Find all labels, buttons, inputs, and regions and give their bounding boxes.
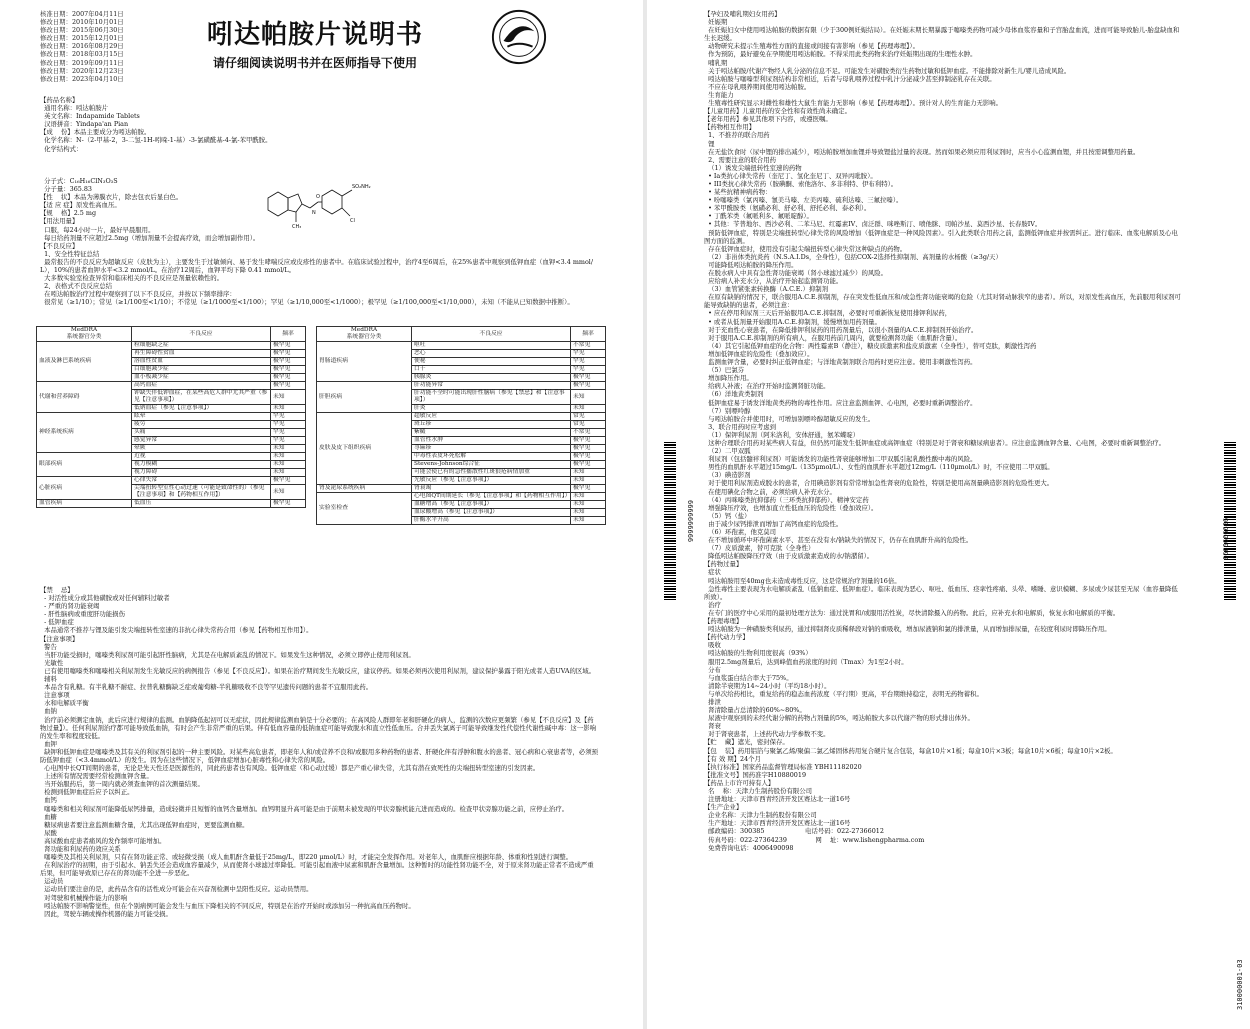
- adr-frequency-cell: 未知: [271, 390, 306, 405]
- adr-reaction-cell: 低血压: [132, 500, 271, 508]
- adr-reaction-cell: Stevens-Johnson综合征: [412, 461, 571, 469]
- adr-frequency-cell: 未知: [571, 493, 606, 501]
- adr-reaction-cell: 血小板减少症: [132, 374, 271, 382]
- otc-green-seal-icon: [490, 8, 548, 66]
- leaflet-right-column: 【孕妇及哺乳期妇女用药】 妊娠期 在妊娠妇女中使用吲达帕胺的数据有限（少于300例妊娠结局）。在妊娠末期长期暴露于噻嗪类药物可减少母体血浆容量和子宫胎盘血流，进而可能导致胎儿-胎盘缺血和生长迟缓。 动物研究未提示生殖毒性方面的直接或间接有害影响（参见【药理毒理】）。 作为预防，最好避免在孕期使用吲达帕胺。不得采用此类药物来治疗妊娠期出现的生理性水肿。 哺乳期 关于吲达帕胺/代谢产物经人乳分泌的信息不足。可能发生对磺胺类衍生药物过敏和低钾血症。不能排除对新生儿/婴儿造成风险。 吲达帕胺与噻嗪型利尿剂结构非常相近，后者与母乳喂养过程中乳汁分泌减少甚至抑制泌乳存在关联。 不应在母乳喂养期间使用吲达帕胺。 生育能力 生殖毒性研究显示对雌性和雄性大鼠生育能力无影响（参见【药理毒理】）。预计对人的生育能力无影响。 【儿童用药】儿童用药的安全性和有效性尚未确定。 【老年用药】参见其他项下内容，或遵医嘱。 【药物相互作用】 1、不推荐的联合用药 锂 在无盐饮食时（尿中锂的排出减少），吲达帕胺增加血锂并导致锂盐过量的表现。然而如果必须应用利尿剂时，应当小心监测血锂，并且按需调整用药量。 2、需要注意的联合用药 （1）诱发尖端扭转性室速的药物 • Ia类抗心律失常药（奎尼丁、氢化奎尼丁、双异丙吡胺）。 • III类抗心律失常药（胺碘酮、索他洛尔、多非利特、伊布利特）。 • 某些抗精神病药物： • 吩噻嗪类（氯丙嗪、氰美马嗪、左美丙嗪、硫利达嗪、三氟拉嗪）。 • 苯甲酰胺类（氨磺必利、舒必利、舒托必利、泰必利）。 • 丁酰苯类（氟哌利多、氟哌啶醇）。 • 其他：苄普地尔、西沙必利、二苯马尼、红霉素IV、卤泛群、咪唑斯汀、喷他脒、司帕沙星、莫西沙星、长春胺IV。 预防低钾血症，特别是尖端扭转型心律失常的风险增加（低钾血症是一种风险因素）。引入此类联合用药之前，监测低钾血症并按需纠正。进行临床、血浆电解质及心电图方面的监测。 存在低钾血症时，使用没有引起尖端扭转型心律失常这种缺点的药物。 （2）非甾体类抗炎药（N.S.A.I.Ds，全身性），包括COX-2选择性抑制剂、高剂量的水杨酸（≥3g/天） 可能降低吲达帕胺的降压作用。 在脱水病人中具有急性肾功能衰竭（肾小球滤过减少）的风险。 应给病人补充水分，从治疗开始起监测肾功能。 （3）血管紧张素转换酶（A.C.E.）抑制剂 在原有缺钠的情况下，联合服用A.C.E.抑制剂，存在突发性低血压和/或急性肾功能衰竭的危险（尤其对肾动脉狭窄的患者）。所以，对原发性高血压，先前服用利尿剂可能导致缺钠的患者，必须注意： • 应在停用利尿剂三天后开始服用A.C.E.抑制剂，必要时可重新恢复使用排钾利尿药， • 或者从低剂量开始服用A.C.E.抑制剂，缓慢增加用药剂量。 对于充血性心衰患者，在降低排钾利尿药的用药剂量后，以很小剂量的A.C.E.抑制剂开始治疗。 对于服用A.C.E.抑制剂的所有病人，在服用药前几周内，就要检测肾功能（血肌酐含量）。 （4）其它引起低钾血症的化合物：两性霉素B（静注），糖皮质激素和盐皮质激素（全身性），替可克肽，刺激性泻药 增加低钾血症的危险性（叠加效应）。 监测血钾含量，必要时纠正低钾血症；与洋地黄制剂联合用药时更应注意。使用非刺激性泻药。 （5）巴氯芬 增加降压作用。 给病人补液；在治疗开始时监测肾脏功能。 （6）洋地黄类制剂 低钾血症易于诱发洋地黄类药物的毒性作用。应注意监测血钾、心电图，必要时重新调整治疗。 （7）别嘌呤醇 与吲达帕胺合并使用时，可增加别嘌呤醇超敏反应的发生。 3、联合用药时应考虑到 （1）保钾利尿剂（阿米洛利，安体舒通，氨苯蝶啶） 这种合理联合用药对某些病人有益，但仍然可能发生低钾血症或高钾血症（特别是对于肾衰和糖尿病患者）。应注意监测血钾含量、心电图，必要时重新调整治疗。 （2）二甲双胍 利尿剂（包括髓袢利尿剂）可能诱发的功能性肾衰能够增加二甲双胍引起乳酸性酸中毒的风险。 男性的血肌酐水平超过15mg/L（135µmol/L）、女性的血肌酐水平超过12mg/L（110µmol/L）时，不应使用二甲双胍。 （3）碘造影剂 对于使用利尿剂造成脱水的患者，合用碘造影剂有常常增加急性肾衰的危险性，特别是使用高剂量碘造影剂的危险性更大。 在使用碘化合物之前，必须给病人补充水分。 （4）丙咪嗪类抗抑郁药（三环类抗抑郁药）、精神安定药 增强降压疗效，也增加直立性低血压的危险性（叠加效应）。 （5）钙（盐） 由于减少尿钙排泄而增加了高钙血症的危险性。 （6）环孢素，他克莫司 在不增加循环中环孢菌素水平、甚至在没有水/钠缺失的情况下，仍存在血肌酐升高的危险性。 （7）皮质激素，替可克肽（全身性） 降低吲达帕胺降压疗效（由于皮质激素造成的水/钠潴留）。 【药物过量】 症状 吲达帕胺用至40mg也未造成毒性反应，这是常规治疗剂量的16倍。 急性毒性主要表现为水电解质紊乱（低钠血症、低钾血症）。临床表现为恶心、呕吐、低血压、痉挛性疼痛、头晕、嗜睡、意识模糊、多尿或少尿甚至无尿（血容量降低所致）。 治疗 在专门的医疗中心采用的最初处理方法为：通过洗胃和/或服用活性炭，尽快清除摄入的药物。此后，应补充水和电解质，恢复水和电解质的平衡。 【药理毒理】 吲达帕胺为一种磺胺类利尿药，通过抑制肾皮质稀释段对钠的重吸收，增加尿液钠和氯的排泄量，从而增加排尿量，在较度利尿时即降压作用。 【药代动力学】 吸收 吲达帕胺的生物利用度很高（93%） 服用2.5mg剂量后，达到峰值血药浓度的时间（Tmax）为1至2小时。 分布 与血浆蛋白结合率大于75%。 清除半衰期为14~24小时（平均18小时）。 与单次给药相比，重复给药的稳态血药浓度（平行期）更高，平台期维持稳定，表明无药物蓄积。 排泄 肾清除量占总清除的60%~80%。 尿液中观察到的未经代谢分解的药物占剂量的5%，吲达帕胺大多以代谢产物的形式排出体外。 肾衰 对于肾衰患者，上述药代动力学参数不变。 【贮 藏】遮光，密封保存。 【包 装】药用铝箔与聚氯乙烯/聚偏二氯乙烯固体药用复合硬片复合包装，每盒10片×1板；每盒10片×3板；每盒10片×6板；每盒10片×2板。 【有 效 期】24个月 【执行标准】国家药品监督管理局标准 YBH11182020 【批准文号】国药准字H10880019 【药品上市许可持有人】 名 称：天津力生制药股份有限公司 注册地址：天津市西青经济开发区赛达北一道16号 【生产企业】 企业名称：天津力生制药股份有限公司 生产地址：天津市西青经济开发区赛达北一道16号 邮政编码：300385 电话号码：022-27366012 传真号码：022-27364239 网 址：www.lishengpharma.com 免费咨询电话：4006490098: [704, 10, 1181, 852]
- adr-reaction-cell: 中毒性表皮坏死松解: [412, 453, 571, 461]
- barcode-number-left: 6666666666: [686, 500, 694, 543]
- table-row: [37, 453, 306, 461]
- adr-frequency-cell: 未知: [271, 405, 306, 413]
- adr-soc-cell: 肝胆疾病: [317, 382, 412, 413]
- adr-frequency-cell: 未知: [271, 469, 306, 477]
- adr-table-right: [316, 326, 606, 525]
- adr-header-reaction: 不良反应: [412, 327, 571, 342]
- adr-reaction-cell: 心律失常: [132, 477, 271, 485]
- adr-reaction-cell: 肾衰竭: [412, 485, 571, 493]
- adr-frequency-cell: 未知: [571, 509, 606, 517]
- adr-table-left: [36, 326, 306, 508]
- adr-soc-cell: 胃肠道疾病: [317, 342, 412, 382]
- adr-frequency-cell: 未知: [571, 517, 606, 525]
- adr-frequency-cell: 常见: [571, 413, 606, 421]
- svg-text:N: N: [312, 210, 316, 216]
- adr-reaction-cell: 溶血性贫血: [132, 358, 271, 366]
- adr-reaction-cell: 疲劳: [132, 421, 271, 429]
- table-row: [37, 342, 306, 350]
- table-row: [37, 382, 306, 390]
- adr-frequency-cell: 极罕见: [271, 366, 306, 374]
- adr-reaction-cell: 头痛: [132, 429, 271, 437]
- adr-soc-cell: 神经系统疾病: [37, 413, 132, 453]
- adr-reaction-cell: 血糖增高（参见【注意事项】）: [412, 501, 571, 509]
- adr-reaction-cell: 斑丘疹: [412, 421, 571, 429]
- adr-reaction-cell: 晕厥: [132, 445, 271, 453]
- page-divider: [643, 0, 647, 1029]
- adr-reaction-cell: 近视: [132, 453, 271, 461]
- adr-frequency-cell: 未知: [271, 461, 306, 469]
- adr-frequency-cell: 极罕见: [571, 453, 606, 461]
- adr-reaction-cell: 紫癜: [412, 429, 571, 437]
- adr-soc-cell: 血液及淋巴系统疾病: [37, 342, 132, 382]
- leaflet-section-bottom: 【禁 忌】 - 对活性成分或其他磺胺或对任何辅料过敏者 - 严重的肾功能衰竭 - 肝性脑病或重度肝功能损伤 - 低钾血症 本品通常不推荐与锂及能引发尖端扭转性室速的非抗心律失常药合用（参见【药物相互作用】）。 【注意事项】 警告 当肝功能受损时，噻嗪类利尿剂可能引起肝性脑病，尤其是在电解质紊乱的情况下。如果发生这种情况，必须立即停止使用利尿剂。 光敏性 已有使用噻嗪类和噻嗪相关利尿剂发生光敏反应的病例报告（参见【不良反应】）。如果在治疗期间发生光敏反应，建议停药。如果必须再次使用利尿剂，建议保护暴露于阳光或者人造UVA的区域。 辅料 本品含有乳糖。有半乳糖不耐症、拉普乳糖酶缺乏症或葡萄糖-半乳糖吸收不良等罕见遗传问题的患者不宜服用此药。 注意事项 水和电解质平衡 血钠 治疗前必须测定血钠，此后应进行规律的监测。血钠降低起初可以无症状，因此规律监测血钠是十分必要的；在高风险人群即年老和肝硬化的病人，监测的次数应更频繁（参见【不良反应】及【药物过量】）。任何利尿剂治疗都可能导致低血钠，有时会产生非常严重的后果。伴有低血容量的低钠血症可能导致脱水和直立性低血压。合并丢失氯离子可能导致继发性代偿性代谢性碱中毒：这一影响的发生率和程度较低。 血钾 缺钾和低钾血症是噻嗪类及其有关的利尿剂引起的一种主要风险。对某些高危患者，即老年人和/或营养不良和/或服用多种药物的患者、肝硬化伴有浮肿和腹水的患者、冠心病和心衰患者等，必须预防低钾血症（<3.4mmol/L）的发生。因为在这些情况下，低钾血症增加心脏毒性和心律失常的风险。 心电图中长QT间期的患者，无论是先天性还是医源性的，同此药患者也有风险。低钾血症（和心动过缓）都是产重心律失常，尤其有潜在致死性的尖端扭转型室速的引发因素。 上述所有情况需要经常检测血钾含量。 当开始服药后，第一周内就必须查血钾的首次测量结果。 检测到低钾血症后应予以纠正。 血钙 噻嗪类和相关利尿剂可能降低尿钙排量，造成轻微并且短暂的血钙含量增加。血钙明显升高可能是由于前期未被发现的甲状旁腺机能亢进而造成的。检查甲状旁腺功能之前，应停止治疗。 血糖 糖尿病患者要注意监测血糖含量，尤其出现低钾血症时，更要监测血糖。 尿酸 高尿酸血症患者痛风的发作频率可能增加。 肾功能和利尿药的效应关系 噻嗪类及其相关利尿剂，只有在肾功能正常、或轻微受损（成人血肌酐含量低于25mg/L，即220 µmol/L）时，才能完全发挥作用。对老年人，血肌酐应根据年龄、体重和性别进行调整。 在利尿治疗的初期，由于引起水、钠丢失还会造成血容量减少，从而使肾小球滤过率降低。可能引起血液中尿素和肌酐含量增加。这种暂时的功能性肾功能不全，对于原来肾功能正常者不造成严重后果，但可能导致原已存在的肾功能不全进一步恶化。 运动员 运动员们要注意的是，此药品含有的活性成分可能会在兴奋剂检测中呈阳性反应。运动员禁用。 对驾驶和机械操作能力的影响 吲达帕胺不影响警觉性，但在个别病例可能会发生与血压下降相关的不同反应，特别是在治疗开始时或添加另一种抗高血压药物时。 因此，驾驶车辆或操作机器的能力可能受损。: [40, 586, 598, 918]
- table-row: [37, 500, 306, 508]
- adr-frequency-cell: 未知: [271, 445, 306, 453]
- adr-soc-cell: 代谢和营养障碍: [37, 382, 132, 413]
- document-code: 310000001-03: [1236, 959, 1244, 1010]
- barcode-number-right: 6666666666: [1222, 517, 1230, 560]
- svg-text:SO₂NH₂: SO₂NH₂: [352, 184, 371, 190]
- adr-header-soc: MedDRA 系统器官分类: [317, 327, 412, 342]
- adr-frequency-cell: 未知: [571, 469, 606, 477]
- adr-soc-cell: 实验室检查: [317, 493, 412, 525]
- adr-reaction-cell: 血尿酸增高（参见【注意事项】）: [412, 509, 571, 517]
- adr-reaction-cell: 心电图QT间期延长（参见【注意事项】和【药物相互作用】）: [412, 493, 571, 501]
- approval-revision-dates: 核准日期：2007年04月11日 修改日期：2010年10月01日 修改日期：2015年06月30日 修改日期：2015年12月01日 修改日期：2016年08月29日 修改日期：2018年03月15日 修改日期：2019年09月11日 修改日期：2020年12月23日 修改日期：2023年04月10日: [40, 10, 124, 83]
- adr-reaction-cell: 肝功能不全时可能出现肝性脑病（参见【禁忌】和【注意事项】）: [412, 390, 571, 405]
- adr-reaction-cell: 钾缺失伴低钾血症，在某些高危人群中尤其严重（参见【注意事项】）: [132, 390, 271, 405]
- adr-reaction-cell: 光敏反应（参见【注意事项】）: [412, 477, 571, 485]
- adr-frequency-cell: 极罕见: [571, 445, 606, 453]
- adr-header-frequency: 频率: [271, 327, 306, 342]
- adr-frequency-cell: 未知: [571, 501, 606, 509]
- table-row: [317, 382, 606, 390]
- adr-frequency-cell: 极罕见: [271, 500, 306, 508]
- adr-frequency-cell: 极罕见: [271, 374, 306, 382]
- adr-reaction-cell: 肝功能异常: [412, 382, 571, 390]
- adr-reaction-cell: 眩晕: [132, 413, 271, 421]
- adr-frequency-cell: 罕见: [571, 350, 606, 358]
- adr-reaction-cell: 感觉异常: [132, 437, 271, 445]
- table-row: [317, 342, 606, 350]
- table-row: [37, 477, 306, 485]
- adr-soc-cell: 皮肤及皮下组织疾病: [317, 413, 412, 485]
- adr-frequency-cell: 极罕见: [271, 358, 306, 366]
- adr-reaction-cell: 呕吐: [412, 342, 571, 350]
- adr-frequency-cell: 未知: [571, 390, 606, 405]
- adr-reaction-cell: 高钙血症: [132, 382, 271, 390]
- adr-header-soc: MedDRA 系统器官分类: [37, 327, 132, 342]
- adr-soc-cell: 眼部疾病: [37, 453, 132, 477]
- adr-frequency-cell: 极罕见: [571, 382, 606, 390]
- chemical-structure-image: [260, 172, 380, 232]
- adr-reaction-cell: 视力模糊: [132, 461, 271, 469]
- adr-frequency-cell: 极罕见: [571, 374, 606, 382]
- adr-frequency-cell: 常见: [571, 421, 606, 429]
- svg-text:O: O: [316, 194, 320, 200]
- svg-text:CH₃: CH₃: [292, 224, 302, 230]
- adr-reaction-cell: 超敏反应: [412, 413, 571, 421]
- adr-reaction-cell: 荨麻疹: [412, 445, 571, 453]
- barcode-left: [664, 440, 676, 600]
- document-subtitle: 请仔细阅读说明书并在医师指导下使用: [212, 56, 417, 70]
- adr-frequency-cell: 极罕见: [571, 437, 606, 445]
- adr-frequency-cell: 极罕见: [571, 485, 606, 493]
- adr-reaction-cell: 口干: [412, 366, 571, 374]
- adr-reaction-cell: 肝炎: [412, 405, 571, 413]
- adr-reaction-cell: 可能会使已有的急性播散性红斑狼疮病情加重: [412, 469, 571, 477]
- adr-frequency-cell: 不常见: [571, 429, 606, 437]
- document-title: 吲达帕胺片说明书: [206, 20, 423, 50]
- adr-frequency-cell: 罕见: [271, 421, 306, 429]
- adr-soc-cell: 肾及泌尿系统疾病: [317, 485, 412, 493]
- adr-frequency-cell: 罕见: [271, 413, 306, 421]
- adr-reaction-cell: 粒细胞缺乏症: [132, 342, 271, 350]
- adr-reaction-cell: 低钠血症（参见【注意事项】）: [132, 405, 271, 413]
- adr-frequency-cell: 未知: [271, 453, 306, 461]
- adr-frequency-cell: 罕见: [571, 366, 606, 374]
- adr-reaction-cell: 便秘: [412, 358, 571, 366]
- table-row: [317, 485, 606, 493]
- adr-reaction-cell: 视力障碍: [132, 469, 271, 477]
- adr-soc-cell: 血管疾病: [37, 500, 132, 508]
- adr-frequency-cell: 未知: [571, 405, 606, 413]
- adr-frequency-cell: 罕见: [271, 429, 306, 437]
- adr-frequency-cell: 罕见: [571, 358, 606, 366]
- adr-frequency-cell: 极罕见: [271, 350, 306, 358]
- adr-frequency-cell: 极罕见: [571, 461, 606, 469]
- adr-frequency-cell: 未知: [571, 477, 606, 485]
- adr-header-frequency: 频率: [571, 327, 606, 342]
- adr-reaction-cell: 白细胞减少症: [132, 366, 271, 374]
- adr-reaction-cell: 胰腺炎: [412, 374, 571, 382]
- adr-frequency-cell: 罕见: [271, 437, 306, 445]
- table-row: [317, 413, 606, 421]
- adr-frequency-cell: 不常见: [571, 342, 606, 350]
- adr-frequency-cell: 极罕见: [271, 382, 306, 390]
- svg-text:Cl: Cl: [350, 218, 355, 224]
- adr-frequency-cell: 未知: [271, 485, 306, 500]
- leaflet-section-top: 【药品名称】 通用名称：吲达帕胺片 英文名称：Indapamide Tablets 汉语拼音：Yindapa'an Pian 【成 份】本品主要成分为吲达帕胺。 化学名称：N-（2-甲基-2，3-二氢-1H-吲哚-1-基）-3-氯磺酰基-4-氯-苯甲酰胺。 化学结构式： 分子式：C₁₆H₁₆ClN₃O₃S 分子量：365.83 【性 状】本品为薄膜衣片，除去包衣后显白色。 【适 应 症】原发性高血压。 【规 格】2.5 mg 【用法用量】 口服，每24小时一片，最好早晨服用。 每日给药剂量不应超过2.5mg（增加剂量不会提高疗效，而会增加副作用）。 【不良反应】 1、安全性特征总结 最常报告的不良反应为超敏反应（皮肤为主），主要发生于过敏倾向、易于发生哮喘反应或皮疹性的患者中。在临床试验过程中，治疗4至6周后，在25%患者中观察到低钾血症（血钾<3.4 mmol/L），10%的患者血钾水平<3.2 mmol/L。在治疗12周后，血钾平均下降 0.41 mmol/L。 大多数实验室检查异常和临床相关的不良反应是剂量依赖性的。 2、表格式不良反应总结 在吲达帕胺治疗过程中观察到了以下不良反应，并按以下频率排序： 很常见（≥1/10）；常见（≥1/100至<1/10）；不常见（≥1/1000至<1/100）；罕见（≥1/10,000至<1/1000）；极罕见（≥1/100,000至<1/10,000），未知（不能从已知数据中推断）。: [40, 96, 594, 307]
- adr-header-reaction: 不良反应: [132, 327, 271, 342]
- adr-reaction-cell: 血管性水肿: [412, 437, 571, 445]
- adr-soc-cell: 心脏疾病: [37, 477, 132, 500]
- adr-frequency-cell: 极罕见: [271, 342, 306, 350]
- adr-reaction-cell: 肝酶水平升高: [412, 517, 571, 525]
- table-row: [37, 413, 306, 421]
- adr-reaction-cell: 再生障碍性贫血: [132, 350, 271, 358]
- table-row: [317, 493, 606, 501]
- adr-reaction-cell: 恶心: [412, 350, 571, 358]
- adr-frequency-cell: 极罕见: [271, 477, 306, 485]
- adr-reaction-cell: 尖端扭转型室性心动过速（可能是致命性的）（参见【注意事项】和【药物相互作用】）: [132, 485, 271, 500]
